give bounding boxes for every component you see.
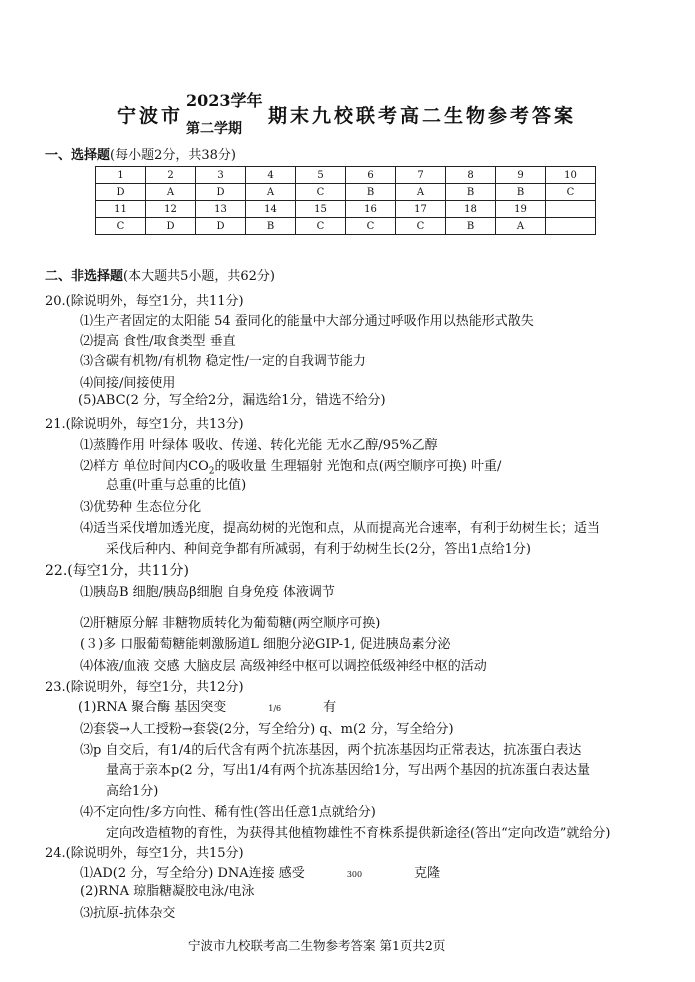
- page-title: 期末九校联考高二生物参考答案: [268, 105, 577, 127]
- q23-line7: 定向改造植物的育性，为获得其他植物雄性不育株系提供新途径(答出“定向改造”就给分): [106, 826, 611, 841]
- table-cell: 8: [446, 167, 496, 184]
- table-row-nums-2: [96, 201, 596, 218]
- q24-line1b: 克隆: [414, 866, 441, 881]
- page-footer: 宁波市九校联考高二生物参考答案 第1页共2页: [188, 938, 446, 953]
- q20-line2: ⑵提高 食性/取食类型 垂直: [80, 334, 236, 349]
- table-cell: C: [346, 218, 396, 235]
- q23-line5: 高给1分): [106, 784, 159, 799]
- table-cell: 14: [246, 201, 296, 218]
- q21-line4: ⑶优势种 生态位分化: [80, 500, 202, 515]
- table-cell: D: [146, 218, 196, 235]
- table-cell: A: [246, 184, 296, 201]
- header-year: 2023学年: [186, 91, 263, 110]
- table-cell: 2: [146, 167, 196, 184]
- table-cell: B: [346, 184, 396, 201]
- q21-line5: ⑷适当采伐增加透光度，提高幼树的光饱和点，从而提高光合速率，有利于幼树生长；适当: [80, 521, 601, 536]
- q22-line3: (３)多 口服葡萄糖能刺激肠道L 细胞分泌GIP-1, 促进胰岛素分泌: [80, 637, 451, 652]
- q23-line1b: 有: [323, 700, 337, 715]
- section2-heading-wrap: [45, 265, 275, 284]
- q24-line2: (2)RNA 琼脂糖凝胶电泳/电泳: [80, 884, 255, 899]
- table-cell: C: [296, 184, 346, 201]
- section1-heading: 一、选择题: [45, 148, 111, 163]
- q23-line1: [78, 696, 336, 715]
- q20-line4: ⑷间接/间接使用: [80, 376, 176, 391]
- table-row-nums-1: [96, 167, 596, 184]
- q24-line1-num: 300: [346, 870, 363, 879]
- table-cell: 12: [146, 201, 196, 218]
- q23-line6: ⑷不定向性/多方向性、稀有性(答出任意1点就给分): [80, 805, 376, 820]
- table-cell: D: [196, 218, 246, 235]
- header-city: 宁波市: [117, 105, 184, 127]
- q21-line3: 总重(叶重与总重的比值): [106, 478, 247, 493]
- q20-line5: (5)ABC(2 分，写全给2分，漏选给1分，错选不给分): [78, 393, 386, 408]
- table-cell: B: [246, 218, 296, 235]
- table-cell: C: [546, 184, 596, 201]
- table-cell: 17: [396, 201, 446, 218]
- table-row-ans-2: [96, 218, 596, 235]
- section1-heading-wrap: [45, 144, 236, 163]
- table-cell: A: [396, 184, 446, 201]
- table-cell: 4: [246, 167, 296, 184]
- table-cell: 9: [496, 167, 546, 184]
- table-cell: 16: [346, 201, 396, 218]
- section2-note: (本大题共5小题，共62分): [123, 269, 275, 284]
- q23-line1a: (1)RNA 聚合酶 基因突变: [78, 700, 227, 715]
- q22-line2: ⑵肝糖原分解 非糖物质转化为葡萄糖(两空顺序可换): [80, 616, 381, 631]
- q24-line1a: ⑴AD(2 分，写全给分) DNA连接 感受: [80, 866, 305, 881]
- q20-line1: ⑴生产者固定的太阳能 54 蚕同化的能量中大部分通过呼吸作用以热能形式散失: [80, 314, 534, 329]
- answer-table: [95, 166, 596, 235]
- table-cell: C: [396, 218, 446, 235]
- table-cell: 7: [396, 167, 446, 184]
- q24-line1: [80, 862, 440, 881]
- q20-head: 20.(除说明外，每空1分，共11分): [45, 294, 244, 309]
- table-cell: 11: [96, 201, 146, 218]
- table-cell: 6: [346, 167, 396, 184]
- q21-line1: ⑴蒸腾作用 叶绿体 吸收、传递、转化光能 无水乙醇/95%乙醇: [80, 438, 438, 453]
- q21-line6: 采伐后种内、种间竞争都有所减弱，有利于幼树生长(2分，答出1点给1分): [106, 542, 531, 557]
- q21-line2a: ⑵样方 单位时间内CO: [80, 459, 209, 474]
- table-cell: A: [496, 218, 546, 235]
- q20-line3: ⑶含碳有机物/有机物 稳定性/一定的自我调节能力: [80, 354, 366, 369]
- table-cell: D: [96, 184, 146, 201]
- table-cell: 5: [296, 167, 346, 184]
- q23-head: 23.(除说明外，每空1分，共12分): [45, 680, 244, 695]
- table-cell: B: [496, 184, 546, 201]
- q22-line4: ⑷体液/血液 交感 大脑皮层 高级神经中枢可以调控低级神经中枢的活动: [80, 659, 487, 674]
- table-cell: 1: [96, 167, 146, 184]
- table-cell: [546, 218, 596, 235]
- q22-line1: ⑴胰岛B 细胞/胰岛β细胞 自身免疫 体液调节: [80, 585, 335, 600]
- header-semester: 第二学期: [186, 121, 242, 137]
- table-cell: B: [446, 218, 496, 235]
- q21-head: 21.(除说明外，每空1分，共13分): [45, 417, 244, 432]
- table-row-ans-1: [96, 184, 596, 201]
- table-cell: 15: [296, 201, 346, 218]
- section1-note: (每小题2分，共38分): [110, 148, 236, 163]
- table-cell: 3: [196, 167, 246, 184]
- q23-line3: ⑶p 自交后，有1/4的后代含有两个抗冻基因，两个抗冻基因均正常表达，抗冻蛋白表达: [80, 743, 582, 758]
- q23-line1-frac: 1/6: [268, 704, 282, 713]
- table-cell: C: [296, 218, 346, 235]
- table-cell: 13: [196, 201, 246, 218]
- q24-head: 24.(除说明外，每空1分，共15分): [45, 846, 244, 861]
- table-cell: [546, 201, 596, 218]
- q21-line2b: 的吸收量 生理辐射 光饱和点(两空顺序可换) 叶重/: [214, 459, 502, 474]
- table-cell: 10: [546, 167, 596, 184]
- section2-heading: 二、非选择题: [45, 269, 124, 284]
- q21-line2-sub: 2: [208, 466, 215, 477]
- table-cell: 19: [496, 201, 546, 218]
- table-cell: B: [446, 184, 496, 201]
- q23-line2: ⑵套袋→人工授粉→套袋(2分，写全给分) q、m(2 分，写全给分): [80, 722, 454, 737]
- q22-head: 22.(每空1分，共11分): [45, 563, 189, 579]
- table-cell: D: [196, 184, 246, 201]
- table-cell: A: [146, 184, 196, 201]
- table-cell: 18: [446, 201, 496, 218]
- q23-line4: 量高于亲本p(2 分，写出1/4有两个抗冻基因给1分，写出两个基因的抗冻蛋白表达量: [106, 763, 590, 778]
- q24-line3: ⑶抗原-抗体杂交: [80, 906, 176, 921]
- table-cell: C: [96, 218, 146, 235]
